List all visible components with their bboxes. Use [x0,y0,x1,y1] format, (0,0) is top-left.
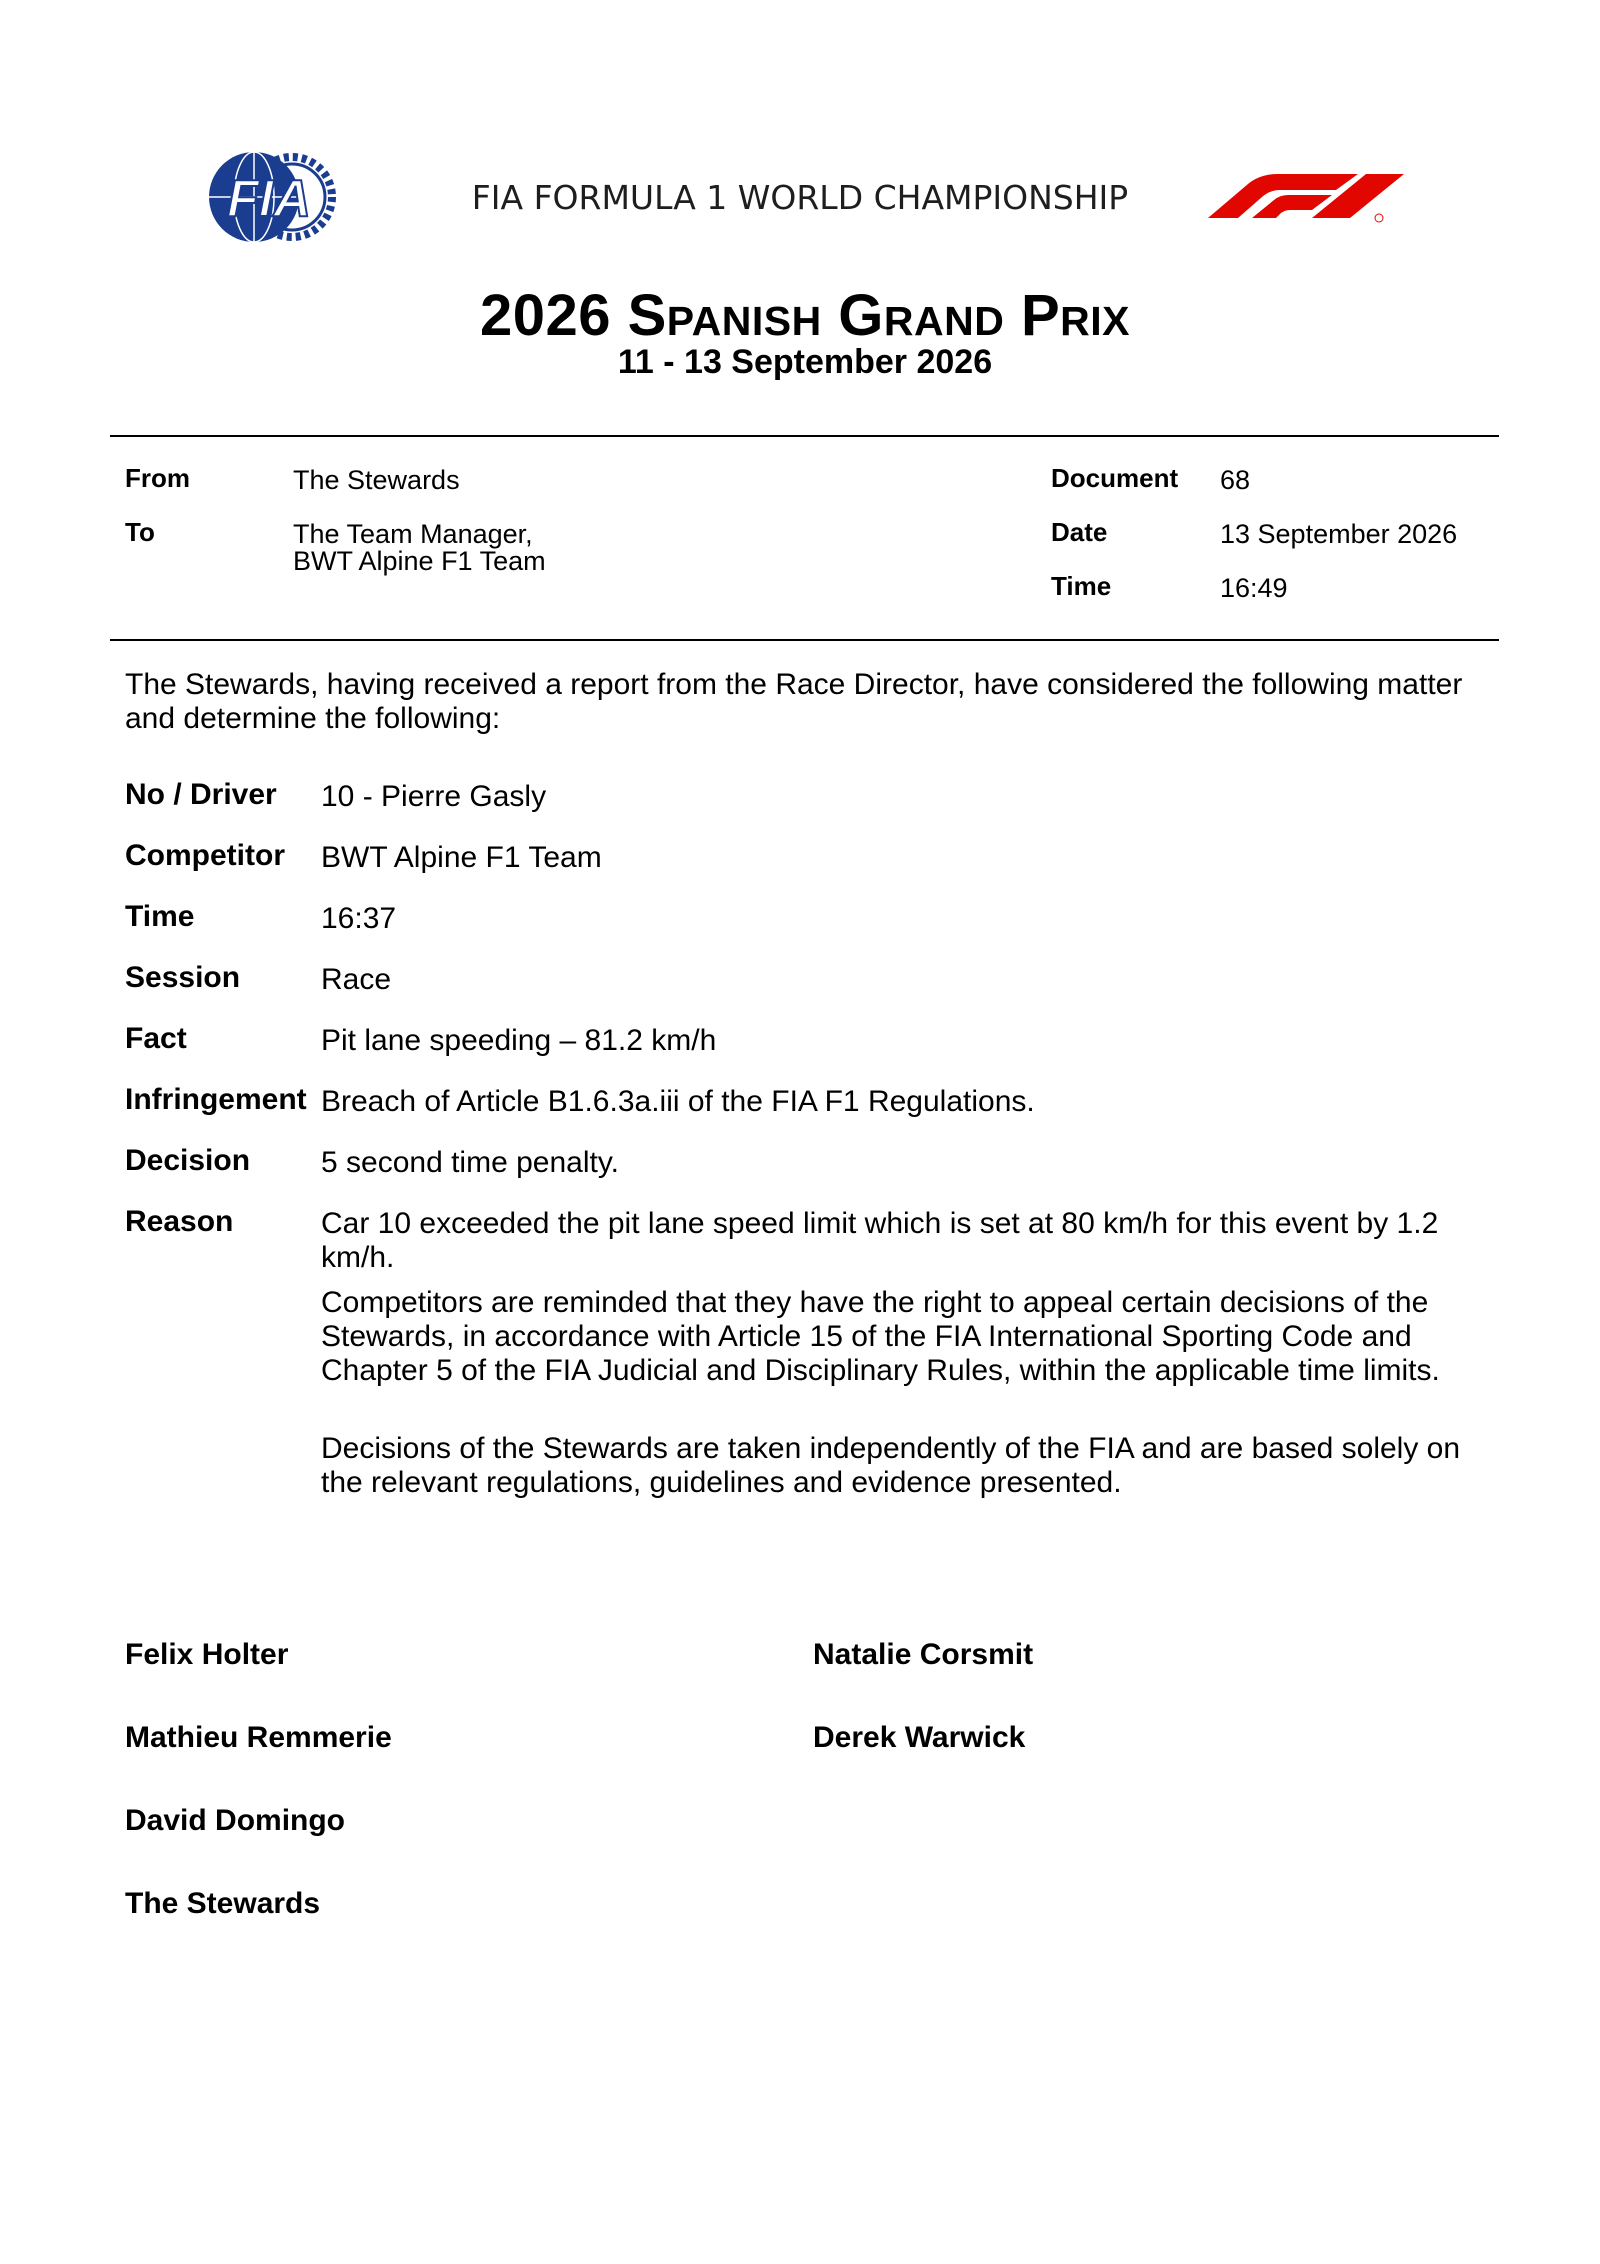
to-label: To [125,517,155,547]
to-value-line2: BWT Alpine F1 Team [293,546,546,576]
decision-label: Decision [125,1144,251,1177]
steward-name: Mathieu Remmerie [125,1721,392,1754]
driver-label: No / Driver [125,778,277,811]
f1-logo [1208,170,1404,226]
appeal-notice: Competitors are reminded that they have the right to appeal certain decisions of the Stewards, in accordance with Article 15 of the FIA International Sporting Code and Chapter 5 of the FIA Judicial and Disciplinary Rules, within the applicable time limits. [321,1286,1440,1387]
stewards-signoff: The Stewards [125,1887,321,1920]
session-value: Race [321,963,392,996]
steward-name: Natalie Corsmit [813,1638,1034,1671]
competitor-label: Competitor [125,839,285,872]
steward-name: Derek Warwick [813,1721,1026,1754]
from-label: From [125,463,190,493]
date-label: Date [1051,517,1108,547]
document-label: Document [1051,463,1179,493]
decision-value: 5 second time penalty. [321,1146,619,1179]
to-value-line1: The Team Manager, [293,519,533,549]
reason-label: Reason [125,1205,234,1238]
competitor-value: BWT Alpine F1 Team [321,841,602,874]
date-value: 13 September 2026 [1220,519,1458,549]
independence-notice: Decisions of the Stewards are taken independently of the FIA and are based solely on the relevant regulations, guidelines and evidence presented. [321,1432,1461,1499]
driver-value: 10 - Pierre Gasly [321,780,547,813]
incident-time-label: Time [125,900,195,933]
steward-name: Felix Holter [125,1638,289,1671]
document-value: 68 [1220,465,1251,495]
event-dates: 11 - 13 September 2026 [617,343,993,381]
championship-title: FIA FORMULA 1 WORLD CHAMPIONSHIP [471,178,1129,217]
session-label: Session [125,961,241,994]
time-label: Time [1051,571,1112,601]
infringement-label: Infringement [125,1083,307,1116]
divider [110,639,1499,641]
event-title: 2026 Spanish Grand Prix [479,283,1130,348]
steward-name: David Domingo [125,1804,346,1837]
fact-value: Pit lane speeding – 81.2 km/h [321,1024,717,1057]
reason-value: Car 10 exceeded the pit lane speed limit which is set at 80 km/h for this event by 1.2 km/h. [321,1207,1439,1274]
svg-text:FIA: FIA [227,170,311,228]
intro-paragraph: The Stewards, having received a report from the Race Director, have considered the following matter and determine the following: [125,668,1463,735]
from-value: The Stewards [293,465,460,495]
incident-time-value: 16:37 [321,902,397,935]
time-value: 16:49 [1220,573,1288,603]
fact-label: Fact [125,1022,187,1055]
infringement-value: Breach of Article B1.6.3a.iii of the FIA F1 Regulations. [321,1085,1035,1118]
divider [110,435,1499,437]
